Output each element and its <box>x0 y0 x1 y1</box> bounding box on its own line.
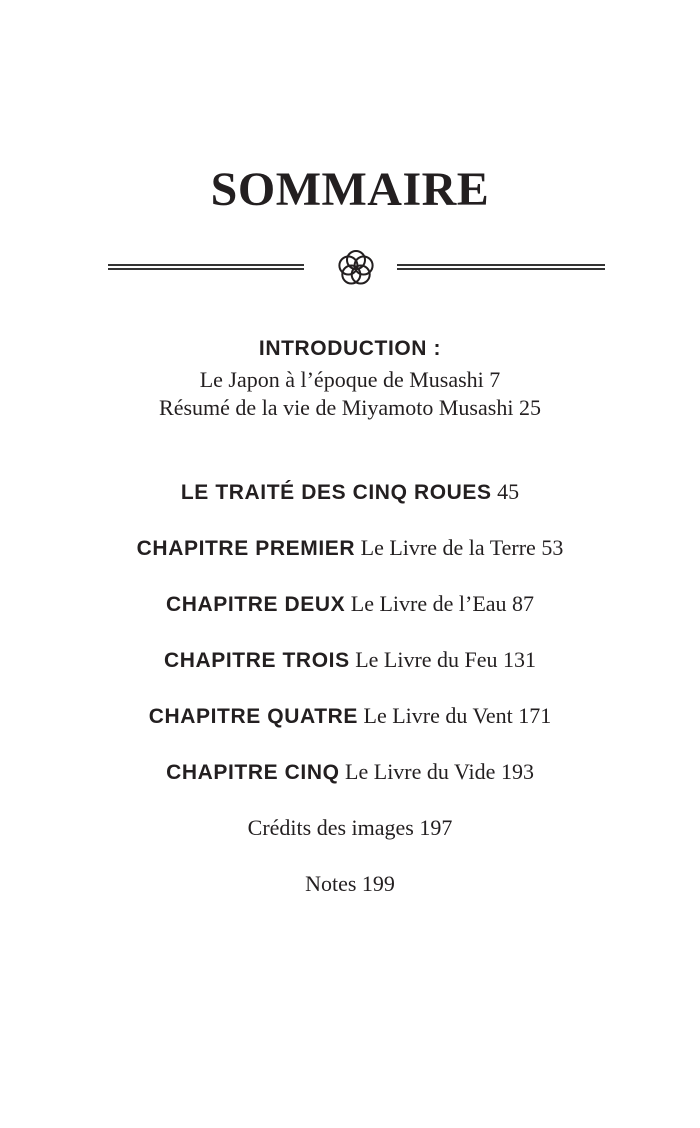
entry-title: Le Livre du Feu <box>355 647 498 672</box>
toc-entry[interactable] <box>0 479 700 505</box>
entry-title: Le Livre du Vent <box>363 703 513 728</box>
entry-title: Le Livre du Vide <box>345 759 496 784</box>
entry-page: 87 <box>512 591 535 616</box>
toc-entry[interactable] <box>0 367 700 393</box>
divider-left <box>108 264 304 270</box>
entry-title: Le Livre de l’Eau <box>350 591 507 616</box>
entry-page: 53 <box>541 535 564 560</box>
entry-page: 199 <box>361 871 395 896</box>
divider-right <box>397 264 605 270</box>
toc-entry[interactable] <box>0 703 700 729</box>
entry-page: 171 <box>518 703 552 728</box>
entry-title: Notes <box>305 871 357 896</box>
page-title: SOMMAIRE <box>210 163 490 216</box>
introduction-heading <box>0 337 700 361</box>
entry-page: 197 <box>419 815 453 840</box>
entry-title: Le Livre de la Terre <box>360 535 536 560</box>
toc-entry[interactable] <box>0 395 700 421</box>
entry-label: CHAPITRE DEUX <box>165 593 346 616</box>
entry-label: CHAPITRE CINQ <box>166 761 340 784</box>
toc-entry[interactable] <box>0 535 700 561</box>
entry-page: 7 <box>489 367 501 392</box>
entry-label: CHAPITRE QUATRE <box>148 705 358 728</box>
entry-title: Le Japon à l’époque de Musashi <box>199 367 484 392</box>
toc-entry[interactable] <box>0 871 700 897</box>
introduction-heading-label: INTRODUCTION : <box>258 337 442 360</box>
entry-label: CHAPITRE TROIS <box>163 649 350 672</box>
flower-ornament-icon <box>334 246 378 290</box>
toc-entry[interactable] <box>0 815 700 841</box>
entry-label: LE TRAITÉ DES CINQ ROUES <box>180 481 492 504</box>
entry-page: 193 <box>500 759 534 784</box>
entry-page: 131 <box>503 647 537 672</box>
toc-entry[interactable] <box>0 647 700 673</box>
toc-entry[interactable] <box>0 591 700 617</box>
entry-title: Résumé de la vie de Miyamoto Musashi <box>159 395 514 420</box>
entry-page: 45 <box>497 479 520 504</box>
entry-page: 25 <box>518 395 541 420</box>
entry-title: Crédits des images <box>247 815 414 840</box>
toc-entry[interactable] <box>0 759 700 785</box>
entry-label: CHAPITRE PREMIER <box>136 537 356 560</box>
